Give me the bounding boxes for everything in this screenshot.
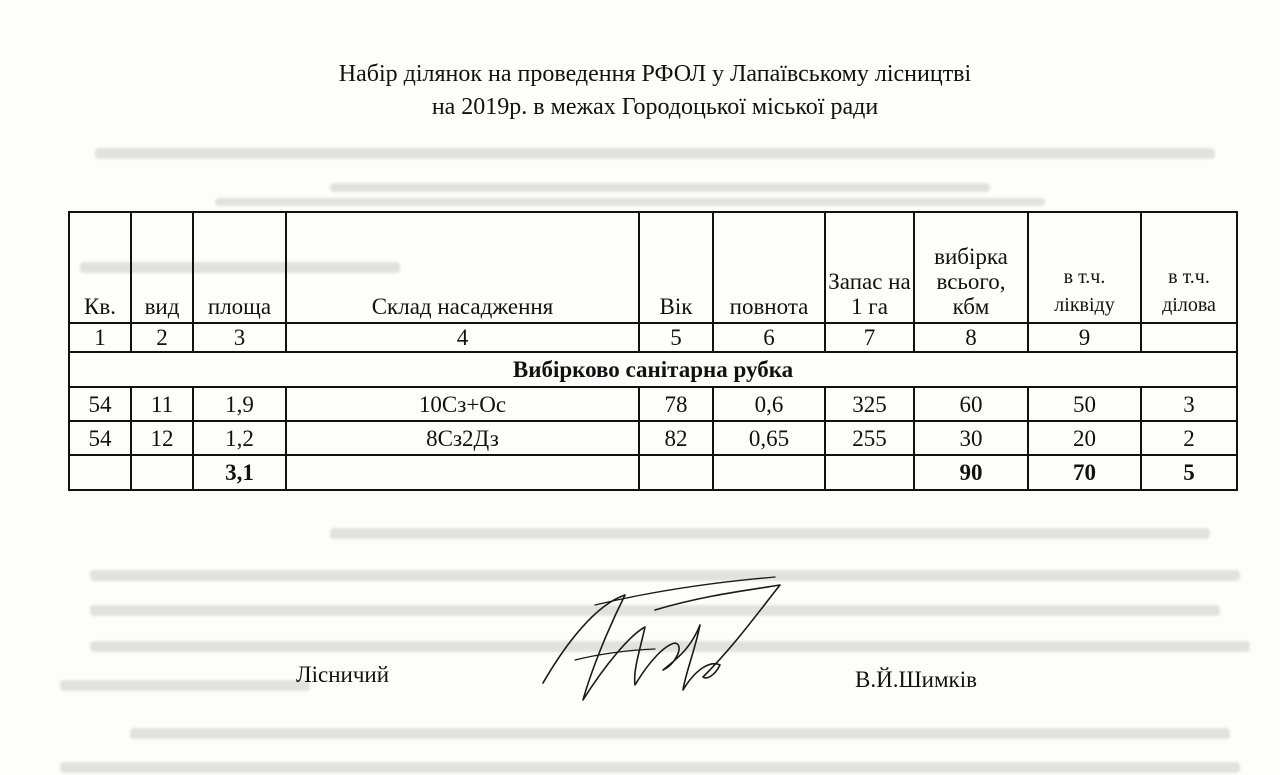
table-cell: 54 — [69, 421, 131, 455]
table-header-row — [69, 212, 1237, 323]
total-cell: 5 — [1141, 455, 1237, 490]
title-line-2: на 2019р. в межах Городоцької міської ради — [431, 94, 879, 120]
header-cell: Вік — [639, 212, 713, 323]
column-number: 9 — [1028, 323, 1141, 352]
total-cell: 90 — [914, 455, 1028, 490]
header-cell: в т.ч. ліквіду — [1028, 212, 1141, 323]
total-cell — [713, 455, 825, 490]
title-line-1: Набір ділянок на проведення РФОЛ у Лапаївському лісництві — [338, 61, 972, 87]
column-number: 6 — [713, 323, 825, 352]
header-cell: площа — [193, 212, 286, 323]
header-cell: Склад насадження — [286, 212, 639, 323]
table-cell: 82 — [639, 421, 713, 455]
handwritten-signature — [535, 565, 795, 715]
document-title — [0, 58, 1280, 124]
total-cell: 70 — [1028, 455, 1141, 490]
table-cell: 78 — [639, 387, 713, 421]
column-number: 7 — [825, 323, 914, 352]
column-number: 3 — [193, 323, 286, 352]
table-cell: 8Сз2Дз — [286, 421, 639, 455]
total-cell — [131, 455, 193, 490]
table-cell: 325 — [825, 387, 914, 421]
column-number: 4 — [286, 323, 639, 352]
total-cell: 3,1 — [193, 455, 286, 490]
table-cell: 1,2 — [193, 421, 286, 455]
table-cell: 60 — [914, 387, 1028, 421]
signatory-name: В.Й.Шимків — [855, 667, 977, 692]
header-cell: вибірка всього, кбм — [914, 212, 1028, 323]
section-row — [69, 352, 1237, 387]
section-title: Вибірково санітарна рубка — [69, 352, 1237, 387]
header-cell: в т.ч. ділова — [1141, 212, 1237, 323]
table-cell: 255 — [825, 421, 914, 455]
column-number: 5 — [639, 323, 713, 352]
signatory-role: Лісничий — [296, 662, 389, 687]
table-row — [69, 387, 1237, 421]
table-cell: 1,9 — [193, 387, 286, 421]
table-cell: 30 — [914, 421, 1028, 455]
column-number: 1 — [69, 323, 131, 352]
header-cell: вид — [131, 212, 193, 323]
table-cell: 0,6 — [713, 387, 825, 421]
totals-row — [69, 455, 1237, 490]
table-row — [69, 421, 1237, 455]
plots-table — [68, 211, 1238, 491]
table-cell: 20 — [1028, 421, 1141, 455]
total-cell — [69, 455, 131, 490]
table-cell: 11 — [131, 387, 193, 421]
column-number: 8 — [914, 323, 1028, 352]
table-cell: 54 — [69, 387, 131, 421]
table-cell: 12 — [131, 421, 193, 455]
table-cell: 3 — [1141, 387, 1237, 421]
total-cell — [825, 455, 914, 490]
table-cell: 0,65 — [713, 421, 825, 455]
total-cell — [286, 455, 639, 490]
header-cell: Кв. — [69, 212, 131, 323]
column-number-row — [69, 323, 1237, 352]
column-number: 2 — [131, 323, 193, 352]
table-cell: 2 — [1141, 421, 1237, 455]
header-cell: повнота — [713, 212, 825, 323]
header-cell: Запас на 1 га — [825, 212, 914, 323]
table-cell: 10Сз+Ос — [286, 387, 639, 421]
table-cell: 50 — [1028, 387, 1141, 421]
column-number — [1141, 323, 1237, 352]
total-cell — [639, 455, 713, 490]
